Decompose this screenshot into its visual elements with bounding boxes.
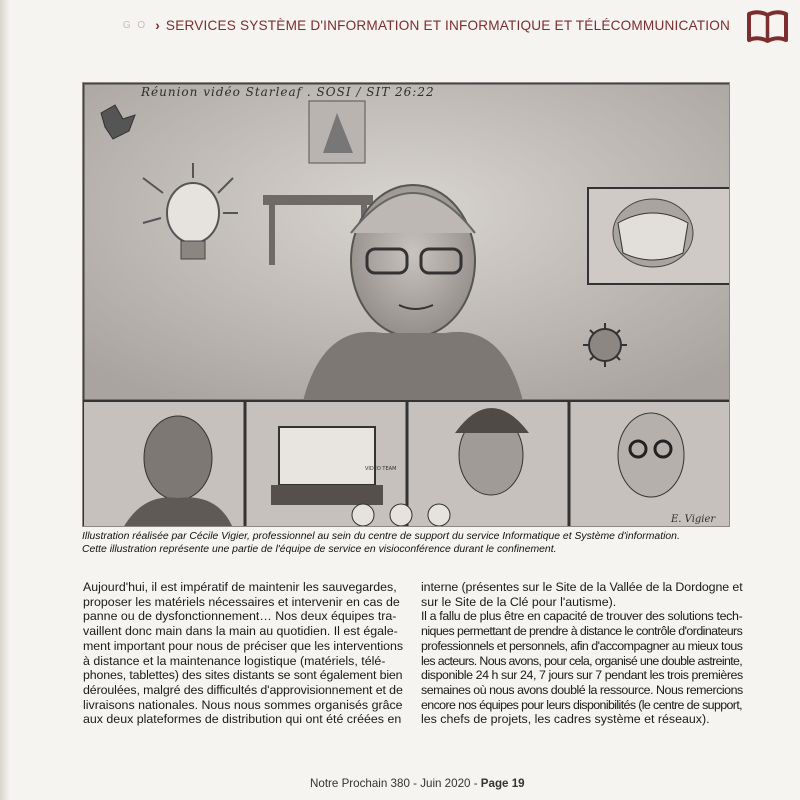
footer-publication: Notre Prochain 380 - Juin 2020 -	[310, 777, 481, 790]
sketch-title: Réunion vidéo Starleaf . SOSI / SIT 26:22	[141, 85, 435, 99]
body-line: Aujourd'hui, il est impératif de maintenir les sauvegardes,	[83, 580, 397, 594]
hangup-icon	[390, 504, 412, 526]
header-ghost-text: G O	[122, 19, 148, 31]
page-number: Page 19	[480, 777, 525, 790]
illustration-caption	[82, 531, 742, 556]
body-line: ment important pour nous de préciser que les interventions	[83, 638, 403, 653]
body-line: encore nos équipes pour leurs disponibilités (le centre de support,	[421, 697, 743, 712]
page-footer	[310, 777, 525, 790]
caption-line-2: Cette illustration représente une partie de l'équipe de service en visioconférence durant le confinement.	[82, 543, 557, 555]
header-chevron: ›	[155, 17, 160, 33]
body-line: panne ou de dysfonctionnement… Nos deux équipes tra-	[83, 609, 397, 624]
body-column-right	[421, 580, 743, 727]
caption-line-1: Illustration réalisée par Cécile Vigier, professionnel au sein du centre de support du service Informatique et Système d'information.	[82, 531, 680, 542]
body-column-left	[83, 580, 403, 727]
body-line: phones, tablettes) des sites distants se sont également bien	[83, 668, 403, 683]
pencil-sketch	[83, 83, 730, 527]
body-line: déroulées, malgré des difficultés d'approvisionnement et de	[83, 682, 403, 697]
body-line: les acteurs. Nous avons, pour cela, organisé une double astreinte,	[421, 653, 743, 668]
book-icon	[745, 9, 790, 45]
body-line: livraisons nationales. Nous nous sommes organisés grâce	[83, 697, 403, 712]
body-line: niques permettant de prendre à distance le contrôle d'ordinateurs	[421, 624, 743, 639]
body-line: disponible 24 h sur 24, 7 jours sur 7 pendant les trois premières	[421, 668, 743, 683]
body-line: interne (présentes sur le Site de la Vallée de la Dordogne et	[421, 580, 743, 594]
section-header	[122, 14, 730, 36]
laptop-screen-text: VIDEO TEAM	[365, 466, 397, 472]
mic-icon	[352, 504, 374, 526]
artist-signature: E. Vigier	[671, 514, 716, 525]
body-line: vaillent donc main dans la main au quotidien. Il est égale-	[83, 624, 398, 639]
body-line: professionnels et personnels, afin d'accompagner au mieux tous	[421, 638, 743, 653]
page-edge	[0, 0, 10, 800]
body-line: à distance et la maintenance logistique (matériels, télé-	[83, 653, 386, 668]
body-line: semaines où nous avons doublé la ressource. Nous remercions	[421, 682, 743, 697]
illustration-videoconference	[82, 82, 730, 527]
body-line: proposer les matériels nécessaires et intervenir en cas de	[83, 594, 400, 609]
camera-icon	[428, 504, 450, 526]
body-line: sur le Site de la Clé pour l'autisme).	[421, 594, 617, 609]
body-line: aux deux plateformes de distribution qui ont été créées en	[83, 712, 402, 727]
section-title: SERVICES SYSTÈME D'INFORMATION ET INFORMATIQUE ET TÉLÉCOMMUNICATION	[165, 17, 730, 33]
body-line: les chefs de projets, les cadres système et réseaux).	[421, 712, 710, 727]
body-line: Il a fallu de plus être en capacité de trouver des solutions tech-	[421, 609, 743, 624]
